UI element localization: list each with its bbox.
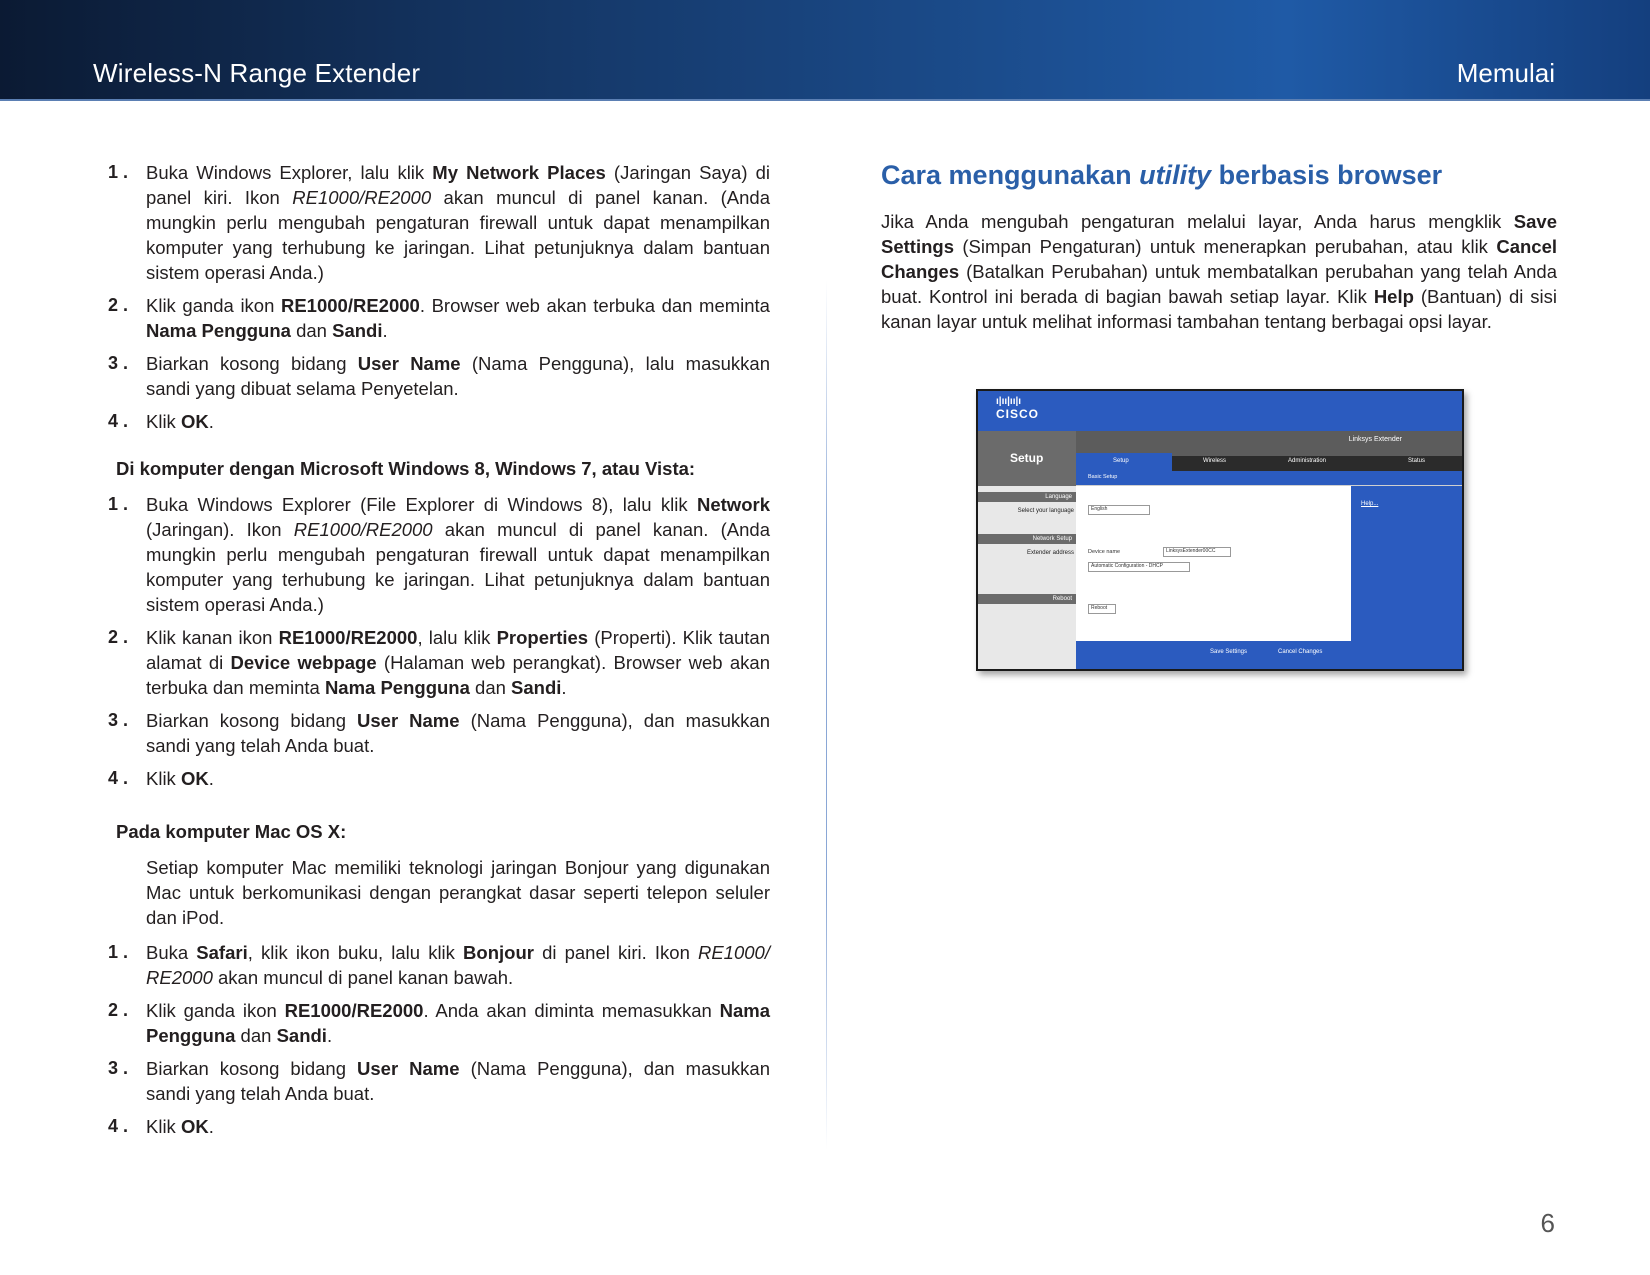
step-text: Biarkan kosong bidang User Name (Nama Pengguna), dan masukkan sandi yang telah Anda buat. (146, 1058, 770, 1104)
win8-step-2 (108, 625, 770, 700)
step-number: 3 . (108, 710, 129, 730)
step-text: Klik OK. (146, 768, 214, 789)
document-title: Wireless-N Range Extender (93, 58, 421, 88)
step-text: Buka Windows Explorer, lalu klik My Network Places (Jaringan Saya) di panel kiri. Ikon RE1000/RE2000 akan muncul di panel kanan. (Anda mungkin perlu mengubah pengaturan firewall untuk dapat menampilkan komputer yang terhubung ke jaringan. Lihat petunjuknya dalam bantuan sistem operasi Anda.) (146, 162, 770, 283)
cisco-logo: ı|ıı|ıı|ı CISCO (996, 396, 1040, 421)
mac-step-2 (108, 998, 770, 1048)
screenshot-nav-language: Language (978, 492, 1076, 502)
screenshot-help-link: Help... (1361, 501, 1379, 507)
browser-utility-screenshot (976, 389, 1464, 671)
step-text: Klik OK. (146, 411, 214, 432)
step-number: 2 . (108, 627, 129, 647)
step-number: 4 . (108, 768, 129, 788)
screenshot-ip-mode-select: Automatic Configuration - DHCP (1088, 562, 1190, 572)
xp-step-1 (108, 160, 770, 285)
step-number: 1 . (108, 494, 129, 514)
screenshot-cancel-changes: Cancel Changes (1278, 649, 1323, 655)
mac-steps-list (108, 940, 770, 1139)
mac-subheading: Pada komputer Mac OS X: (116, 821, 347, 842)
step-text: Buka Safari, klik ikon buku, lalu klik Bonjour di panel kiri. Ikon RE1000/ RE2000 akan muncul di panel kanan bawah. (146, 942, 770, 988)
step-text: Klik kanan ikon RE1000/RE2000, lalu klik Properties (Properti). Klik tautan alamat di Device webpage (Halaman web perangkat). Browser web akan terbuka dan meminta Nama Pengguna dan Sandi. (146, 627, 771, 698)
screenshot-device-name-field: LinksysExtender00CC (1163, 547, 1231, 557)
step-number: 1 . (108, 162, 129, 182)
screenshot-nav-network: Network Setup (978, 534, 1076, 544)
screenshot-language-select: English (1088, 505, 1150, 515)
xp-step-4 (108, 409, 770, 434)
step-number: 4 . (108, 1116, 129, 1136)
screenshot-setup-label: Setup (1010, 451, 1044, 465)
step-number: 2 . (108, 1000, 129, 1020)
screenshot-nav-extender-address: Extender address (1026, 550, 1074, 556)
step-text: Biarkan kosong bidang User Name (Nama Pengguna), lalu masukkan sandi yang dibuat selama Penyetelan. (146, 353, 770, 399)
screenshot-bottom-bar (1076, 641, 1464, 669)
step-text: Buka Windows Explorer (File Explorer di Windows 8), lalu klik Network (Jaringan). Ikon RE1000/RE2000 akan muncul di panel kanan. (Anda mungkin perlu mengubah pengaturan firewall untuk dapat menampilkan komputer yang terhubung ke jaringan. Lihat petunjuknya dalam bantuan sistem operasi Anda.) (146, 494, 770, 615)
right-column (881, 160, 1557, 334)
xp-step-2 (108, 293, 770, 343)
screenshot-product-name: Linksys Extender (1348, 436, 1402, 443)
mac-intro-paragraph: Setiap komputer Mac memiliki teknologi jaringan Bonjour yang digunakan Mac untuk berkomunikasi dengan perangkat dasar seperti telepon seluler dan iPod. (146, 857, 770, 928)
step-number: 3 . (108, 1058, 129, 1078)
screenshot-help-panel (1351, 486, 1464, 641)
step-number: 2 . (108, 295, 129, 315)
win8-step-4 (108, 766, 770, 791)
screenshot-nav-reboot: Reboot (978, 594, 1076, 604)
xp-step-3 (108, 351, 770, 401)
mac-step-4 (108, 1114, 770, 1139)
windows8-steps-list (108, 492, 770, 791)
screenshot-nav-select-language: Select your language (1017, 508, 1074, 514)
step-text: Klik ganda ikon RE1000/RE2000. Anda akan diminta memasukkan Nama Pengguna dan Sandi. (146, 1000, 770, 1046)
step-text: Klik ganda ikon RE1000/RE2000. Browser web akan terbuka dan meminta Nama Pengguna dan Sandi. (146, 295, 770, 341)
cisco-logo-text: CISCO (996, 407, 1040, 421)
step-number: 4 . (108, 411, 129, 431)
section-body: Jika Anda mengubah pengaturan melalui layar, Anda harus mengklik Save Settings (Simpan Pengaturan) untuk menerapkan perubahan, atau klik Cancel Changes (Batalkan Perubahan) untuk membatalkan perubahan yang telah Anda buat. Kontrol ini berada di bagian bawah setiap layar. Klik Help (Bantuan) di sisi kanan layar untuk melihat informasi tambahan tentang berbagai opsi layar. (881, 211, 1557, 332)
step-text: Klik OK. (146, 1116, 214, 1137)
step-number: 1 . (108, 942, 129, 962)
mac-step-3 (108, 1056, 770, 1106)
screenshot-tab-wireless: Wireless (1203, 458, 1227, 464)
win8-step-3 (108, 708, 770, 758)
xp-steps-list (108, 160, 770, 434)
chapter-title: Memulai (1456, 58, 1555, 88)
screenshot-save-settings: Save Settings (1210, 649, 1248, 655)
screenshot-tab-setup: Setup (1113, 458, 1129, 464)
column-divider (826, 280, 827, 1150)
screenshot-device-name-label: Device name (1088, 549, 1121, 555)
win8-step-1 (108, 492, 770, 617)
screenshot-tab-status: Status (1408, 458, 1426, 464)
screenshot-topbar (978, 391, 1462, 431)
windows-vista-subheading: Di komputer dengan Microsoft Windows 8, Windows 7, atau Vista: (116, 458, 696, 479)
step-text: Biarkan kosong bidang User Name (Nama Pengguna), dan masukkan sandi yang telah Anda buat. (146, 710, 770, 756)
mac-step-1 (108, 940, 770, 990)
page-header (0, 0, 1650, 101)
left-column (108, 160, 770, 1147)
page-number: 6 (1540, 1208, 1555, 1238)
screenshot-subtab-bar (1076, 471, 1464, 485)
section-title: Cara menggunakan utility berbasis browser (881, 160, 1443, 190)
screenshot-tab-administration: Administration (1288, 458, 1327, 464)
screenshot-subtab: Basic Setup (1088, 474, 1118, 480)
step-number: 3 . (108, 353, 129, 373)
screenshot-reboot-button: Reboot (1088, 604, 1116, 614)
